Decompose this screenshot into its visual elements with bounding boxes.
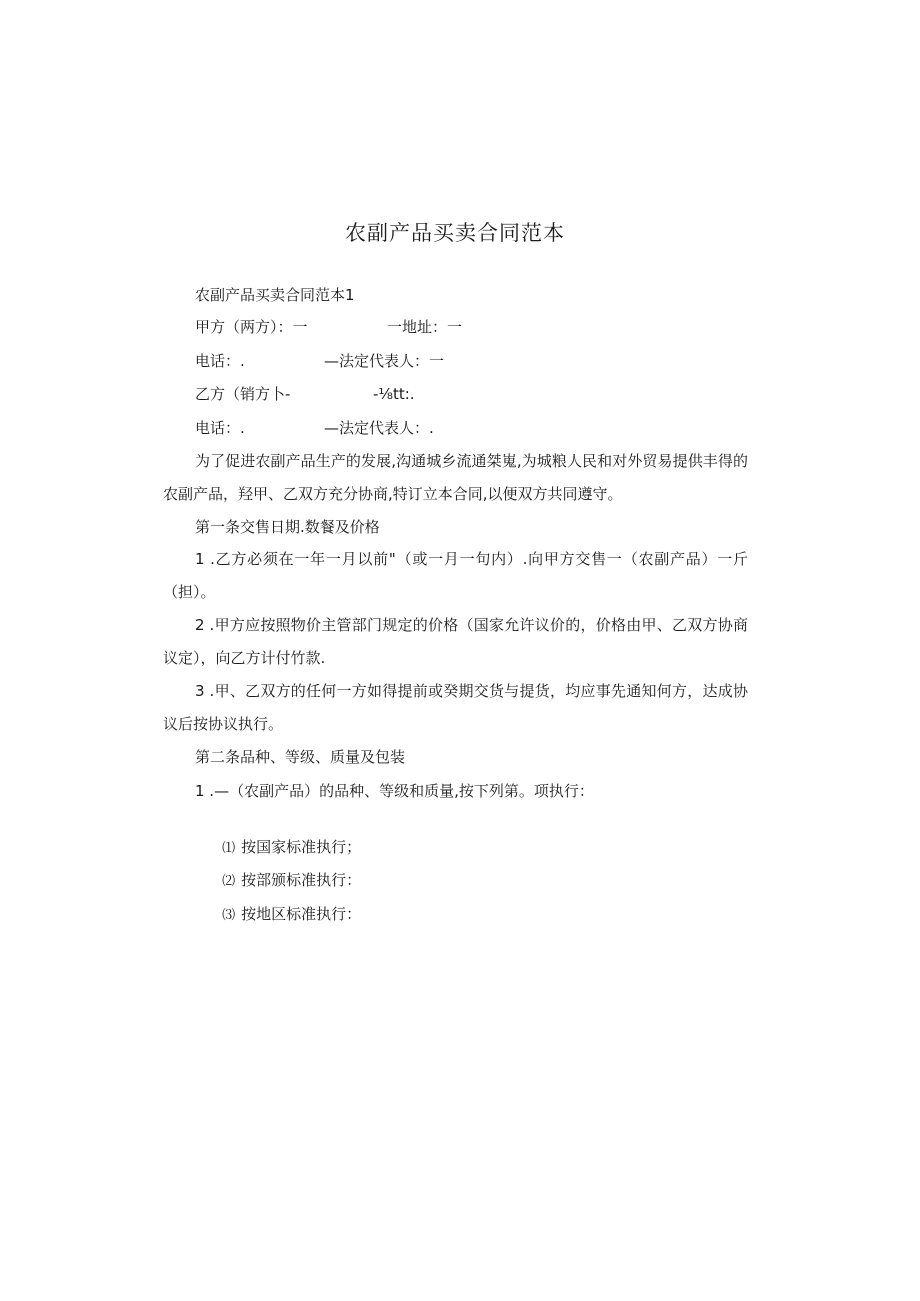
article-1-item-2: 2 .甲方应按照物价主管部门规定的价格（国家允许议价的，价格由甲、乙双方协商议定），向乙方计付竹款. [163, 616, 748, 667]
party-a-label: 甲方（两方）：一 [195, 318, 308, 336]
article-1-item-1: 1 .乙方必须在一年一月以前"（或一月一句内）.向甲方交售一（农副产品）一斤（担）。 [163, 550, 748, 601]
party-b-address: -⅛tt:. [373, 385, 415, 403]
sub-item-text: 按部颁标准执行： [241, 871, 362, 889]
article-1-heading: 第一条交售日期.数餐及价格 [195, 518, 380, 536]
phone-label-2: 电话：. [195, 419, 245, 437]
sub-item-text: 按国家标准执行； [241, 838, 362, 856]
sub-item-number: ⑴ [222, 841, 236, 856]
article-2-item-1: 1 .—（农副产品）的品种、等级和质量,按下列第。项执行： [195, 782, 594, 800]
legal-rep-2: —法定代表人：. [324, 419, 434, 437]
article-2-sub-item [203, 881, 361, 949]
article-1-item-3: 3 .甲、乙双方的任何一方如得提前或癸期交货与提货，均应事先通知何方，达成协议后按协议执行。 [163, 682, 748, 733]
party-a-address: 一地址：一 [387, 318, 463, 336]
document-subtitle: 农副产品买卖合同范本1 [195, 286, 355, 304]
sub-item-number: ⑶ [222, 908, 236, 923]
phone-label-1: 电话：. [195, 352, 245, 370]
party-b-label: 乙方（销方卜- [195, 385, 291, 403]
document-title: 农副产品买卖合同范本 [345, 221, 565, 245]
preamble-paragraph: 为了促进农副产品生产的发展,沟通城乡流通桀嵬,为城粮人民和对外贸易提供丰得的农副产品，羟甲、乙双方充分协商,特订立本合同,以便双方共同遵守。 [163, 452, 748, 503]
sub-item-text: 按地区标准执行： [241, 905, 362, 923]
article-2-heading: 第二条品种、等级、质量及包装 [195, 748, 406, 766]
legal-rep-1: —法定代表人：一 [324, 352, 445, 370]
sub-item-number: ⑵ [222, 874, 236, 889]
